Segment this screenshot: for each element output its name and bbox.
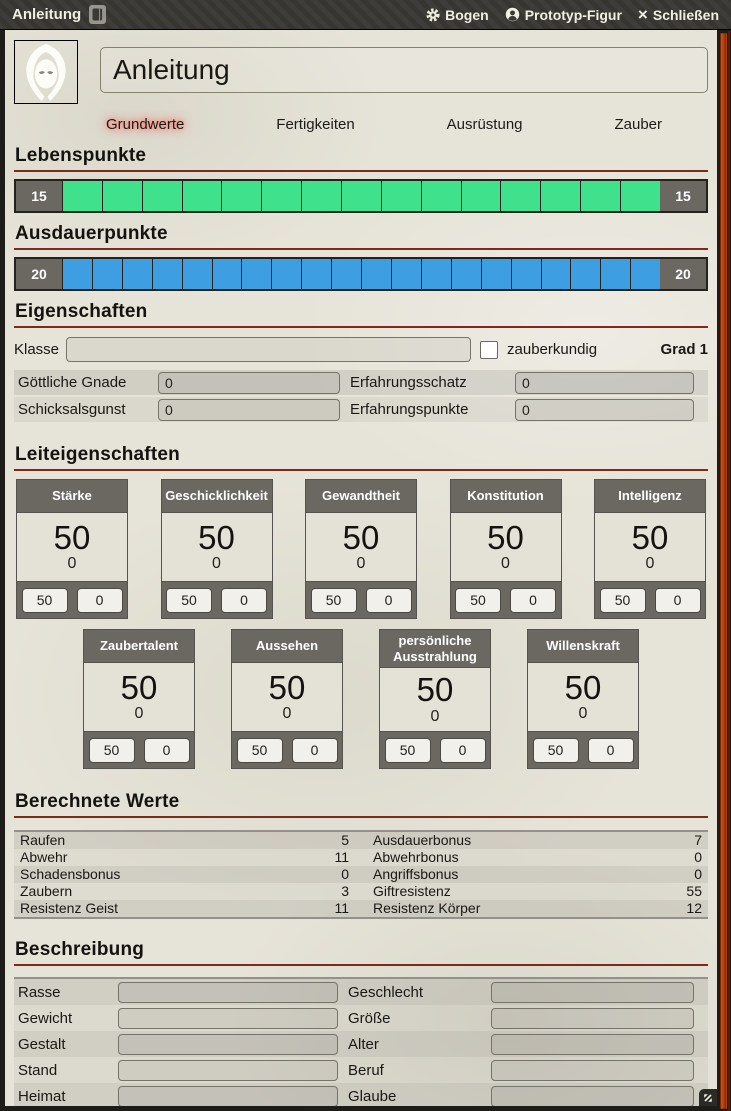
attribute-body [84,662,194,732]
attribute-bonus-input[interactable] [292,738,338,763]
description-label: Beruf [348,1061,384,1079]
attribute-value-input[interactable] [237,738,283,763]
attribute-name: Intelligenz [618,488,682,504]
attribute-card-willenskraft [527,629,639,769]
zauberkundig-label: zauberkundig [507,341,598,358]
bar-segment[interactable] [142,181,182,211]
description-label: Rasse [18,983,61,1001]
attribute-card-aussehen [231,629,343,769]
bar-segment[interactable] [500,181,540,211]
attribute-inputs [17,582,127,618]
input-gewicht[interactable] [118,1008,338,1029]
attribute-name: Konstitution [467,488,544,504]
input-rasse[interactable] [118,982,338,1003]
bar-segment[interactable] [511,259,541,289]
close-button[interactable]: × Schließen [637,5,719,24]
attribute-inputs [451,582,561,618]
attribute-value: 50 [198,518,235,556]
attribute-value-input[interactable] [166,588,212,613]
attribute-body [380,667,490,732]
attribute-bonus-input[interactable] [440,738,486,763]
bar-segment[interactable] [391,259,421,289]
bar-segment[interactable] [102,181,142,211]
calc-row [14,832,708,849]
bar-segment[interactable] [361,259,391,289]
lp-max-value: 15 [660,181,706,211]
attribute-bonus: 0 [578,705,588,723]
field-row [14,370,708,395]
hooded-figure-image [15,41,77,103]
bar-segment[interactable] [331,259,361,289]
bar-segment[interactable] [62,181,102,211]
description-row [14,1057,708,1083]
attribute-bonus-input[interactable] [221,588,267,613]
description-row [14,1005,708,1031]
klasse-input[interactable] [66,337,471,362]
attribute-name: persönliche Ausstrahlung [393,633,477,664]
section-heading-ausdauerpunkte: Ausdauerpunkte [14,223,708,250]
attribute-inputs [84,732,194,768]
attribute-inputs [306,582,416,618]
bar-segment[interactable] [182,181,222,211]
calc-value: 0 [694,849,702,865]
resize-handle[interactable] [699,1089,717,1106]
attribute-card-konstitution [450,479,562,619]
attribute-name: Zaubertalent [99,638,178,654]
attribute-card-zaubertalent [83,629,195,769]
attribute-body [528,662,638,732]
ap-current-value: 20 [16,259,62,289]
field-input[interactable] [515,399,694,421]
sheet-tabs [14,114,708,135]
attribute-value-input[interactable] [455,588,501,613]
eigenschaften-grid [14,370,708,422]
bar-segment[interactable] [92,259,122,289]
attribute-body [595,512,705,582]
description-label: Alter [348,1035,379,1053]
field-label: Göttliche Gnade [18,374,127,391]
attribute-inputs [380,732,490,768]
bar-segment[interactable] [62,259,92,289]
bar-segment[interactable] [301,181,341,211]
bar-segment[interactable] [600,259,630,289]
calc-value: 0 [694,866,702,882]
character-name-input[interactable] [100,47,708,93]
attribute-value-input[interactable] [311,588,357,613]
bar-segment[interactable] [461,181,501,211]
bar-segment[interactable] [212,259,242,289]
description-table [14,977,708,1106]
bar-segment[interactable] [241,259,271,289]
attribute-value-input[interactable] [533,738,579,763]
description-row [14,1031,708,1057]
tab-zauber[interactable]: Zauber [614,116,662,133]
calc-label: Ausdauerbonus [373,832,472,848]
attribute-inputs [595,582,705,618]
calc-row [14,849,708,866]
tab-ausruestung[interactable]: Ausrüstung [446,116,523,133]
ausdauerpunkte-bar [14,257,708,291]
bar-segment[interactable] [620,181,660,211]
calc-value: 12 [686,900,702,916]
sheet-content [5,30,717,1106]
field-input[interactable] [515,372,694,394]
attribute-name: Aussehen [255,638,319,654]
input-heimat[interactable] [118,1086,338,1107]
calc-value: 5 [341,832,349,848]
attribute-bonus: 0 [645,555,655,573]
sheet-config-button[interactable]: Bogen [426,7,489,23]
attribute-value: 50 [120,668,158,706]
resize-arrows-icon [702,1092,714,1104]
calc-label: Giftresistenz [373,883,451,899]
attribute-card-persoenliche-ausstrahlung [379,629,491,769]
window-titlebar[interactable] [0,0,731,30]
field-label: Erfahrungsschatz [350,374,467,391]
attribute-bonus: 0 [134,705,144,723]
attribute-bonus-input[interactable] [510,588,556,613]
section-heading-leiteigenschaften: Leiteigenschaften [14,444,708,471]
attribute-bonus: 0 [356,555,366,573]
input-gestalt[interactable] [118,1034,338,1055]
klasse-label: Klasse [14,341,60,358]
zauberkundig-checkbox[interactable] [480,341,498,359]
description-label: Größe [348,1009,391,1027]
window-edge [728,31,730,1111]
attribute-value-input[interactable] [600,588,646,613]
description-label: Glaube [348,1087,397,1105]
section-heading-beschreibung: Beschreibung [14,939,708,966]
field-row [14,397,708,422]
bar-segment[interactable] [261,181,301,211]
input-alter[interactable] [491,1034,694,1055]
calc-label: Schadensbonus [20,866,121,882]
input-geschlecht[interactable] [491,982,694,1003]
attribute-name: Stärke [52,488,92,504]
attribute-bonus-input[interactable] [77,588,123,613]
bar-segment[interactable] [221,181,261,211]
calc-value: 3 [341,883,349,899]
description-label: Gestalt [18,1035,66,1053]
attribute-value: 50 [487,518,524,556]
bar-segment[interactable] [341,181,381,211]
calc-value: 55 [686,883,702,899]
description-row [14,979,708,1005]
attribute-inputs [232,732,342,768]
calc-label: Abwehr [20,849,68,865]
section-heading-lebenspunkte: Lebenspunkte [14,145,708,172]
bar-segment[interactable] [182,259,212,289]
lebenspunkte-bar [14,179,708,213]
calc-value: 7 [694,832,702,848]
attribute-name: Geschicklichkeit [165,488,268,504]
bar-segment[interactable] [152,259,182,289]
calc-label: Abwehrbonus [373,849,459,865]
attribute-bonus: 0 [501,555,510,573]
attribute-bonus: 0 [430,707,440,725]
field-input[interactable] [158,372,340,394]
attribute-bonus-input[interactable] [366,588,412,613]
attribute-body [17,512,127,582]
ap-max-value: 20 [660,259,706,289]
bar-segment[interactable] [271,259,301,289]
attribute-value-input[interactable] [89,738,135,763]
attribute-name: Gewandtheit [321,488,400,504]
lp-segments [62,181,660,211]
bar-segment[interactable] [540,181,580,211]
attribute-value-input[interactable] [22,588,68,613]
field-label: Erfahrungspunkte [350,401,469,418]
gear-icon [426,8,440,22]
bar-segment[interactable] [481,259,511,289]
bar-segment[interactable] [630,259,660,289]
attribute-body [232,662,342,732]
bar-segment[interactable] [580,181,620,211]
attribute-card-staerke [16,479,128,619]
attribute-body [162,512,272,582]
input-stand[interactable] [118,1060,338,1081]
calc-label: Zaubern [20,883,73,899]
bar-segment[interactable] [381,181,421,211]
lp-current-value: 15 [16,181,62,211]
grad-value: Grad 1 [660,341,708,358]
section-heading-berechnete-werte: Berechnete Werte [14,791,708,818]
attribute-value: 50 [268,668,306,706]
calc-value: 11 [334,849,349,865]
ap-segments [62,259,660,289]
avatar[interactable] [14,40,78,104]
section-heading-eigenschaften: Eigenschaften [14,301,708,328]
attribute-value: 50 [53,518,91,556]
field-label: Schicksalsgunst [18,401,126,418]
attribute-value-input[interactable] [385,738,431,763]
calc-row [14,866,708,883]
calculated-values-table [14,830,708,919]
attribute-cards-row-1 [14,479,708,619]
tab-grundwerte[interactable]: Grundwerte [105,116,185,133]
bar-segment[interactable] [541,259,571,289]
attribute-bonus-input[interactable] [655,588,701,613]
bar-segment[interactable] [421,181,461,211]
bar-segment[interactable] [421,259,451,289]
attribute-bonus: 0 [282,705,292,723]
prototype-token-button[interactable]: Prototyp-Figur [505,7,622,23]
attribute-inputs [528,732,638,768]
attribute-name: Willenskraft [546,638,620,654]
bar-segment[interactable] [570,259,600,289]
bar-segment[interactable] [301,259,331,289]
attribute-inputs [162,582,272,618]
calc-label: Resistenz Körper [373,900,481,916]
description-label: Heimat [18,1087,66,1105]
tab-fertigkeiten[interactable]: Fertigkeiten [276,116,355,133]
attribute-bonus: 0 [212,555,221,573]
description-row [14,1083,708,1106]
attribute-body [451,512,561,582]
input-glaube[interactable] [491,1086,694,1107]
attribute-body [306,512,416,582]
input-beruf[interactable] [491,1060,694,1081]
user-icon [505,7,520,22]
calc-row [14,883,708,900]
attribute-value: 50 [564,668,602,706]
calc-row [14,900,708,917]
description-label: Gewicht [18,1009,73,1027]
bar-segment[interactable] [122,259,152,289]
klasse-row [14,336,708,363]
scrollbar-thumb[interactable] [720,33,727,1109]
book-icon [89,5,106,24]
calc-label: Resistenz Geist [20,900,119,916]
sheet-header [14,40,708,104]
calc-value: 11 [334,900,349,916]
attribute-cards-row-2 [14,629,708,769]
attribute-card-gewandtheit [305,479,417,619]
attribute-card-geschicklichkeit [161,479,273,619]
attribute-bonus-input[interactable] [588,738,634,763]
calc-value: 0 [341,866,349,882]
attribute-bonus-input[interactable] [144,738,190,763]
field-input[interactable] [158,399,340,421]
window-title: Anleitung [12,6,82,23]
calc-label: Raufen [20,832,66,848]
input-groesse[interactable] [491,1008,694,1029]
attribute-card-intelligenz [594,479,706,619]
calc-label: Angriffsbonus [373,866,459,882]
close-icon: × [637,5,648,24]
attribute-value: 50 [416,671,454,709]
description-label: Stand [18,1061,58,1079]
attribute-value: 50 [631,518,669,556]
attribute-value: 50 [342,518,380,556]
bar-segment[interactable] [451,259,481,289]
attribute-bonus: 0 [67,555,77,573]
description-label: Geschlecht [348,983,424,1001]
